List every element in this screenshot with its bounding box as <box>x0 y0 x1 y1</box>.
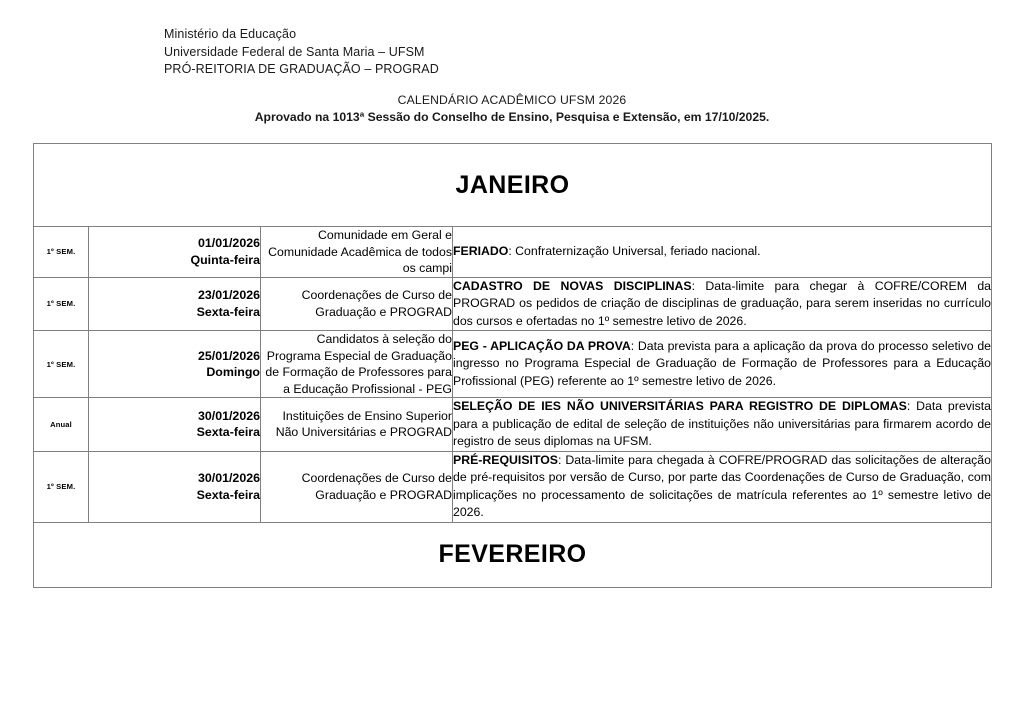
audience-cell: Comunidade em Geral e Comunidade Acadêmica de todos os campi <box>261 227 453 278</box>
semester-cell: 1º SEM. <box>34 331 89 398</box>
semester-cell: Anual <box>34 398 89 452</box>
semester-cell: 1º SEM. <box>34 277 89 331</box>
letterhead-university: Universidade Federal de Santa Maria – UFSM <box>164 44 425 59</box>
audience-cell: Coordenações de Curso de Graduação e PROGRAD <box>261 277 453 331</box>
weekday-value: Quinta-feira <box>190 252 260 267</box>
table-row <box>34 451 992 522</box>
description-cell <box>453 398 992 452</box>
page-title: CALENDÁRIO ACADÊMICO UFSM 2026 <box>397 93 627 107</box>
table-row <box>34 277 992 331</box>
calendar-table-wrapper <box>33 143 991 588</box>
weekday-value: Sexta-feira <box>196 487 260 502</box>
date-cell <box>89 277 261 331</box>
month-header-row-february <box>34 522 992 587</box>
letterhead-prograd: PRÓ-REITORIA DE GRADUAÇÃO – PROGRAD <box>164 62 439 76</box>
description-cell <box>453 451 992 522</box>
document-title-block <box>0 92 1024 126</box>
month-header-february: FEVEREIRO <box>34 522 992 587</box>
semester-cell: 1º SEM. <box>34 227 89 278</box>
month-header-row-january <box>34 144 992 227</box>
table-row <box>34 398 992 452</box>
month-header-january: JANEIRO <box>34 144 992 227</box>
date-cell <box>89 398 261 452</box>
description-text: : Data prevista para a aplicação da prova do processo seletivo de ingresso no Programa Especial de Graduação de Formação de Professores para a Educação Profissional (PEG) referente ao 1º semestre letivo de 2026. <box>453 338 991 388</box>
date-cell <box>89 451 261 522</box>
audience-cell: Instituições de Ensino Superior Não Universitárias e PROGRAD <box>261 398 453 452</box>
calendar-table-body <box>34 144 992 588</box>
table-row <box>34 331 992 398</box>
weekday-value: Domingo <box>206 365 260 379</box>
description-lead: SELEÇÃO DE IES NÃO UNIVERSITÁRIAS PARA REGISTRO DE DIPLOMAS <box>453 399 907 413</box>
audience-cell: Coordenações de Curso de Graduação e PROGRAD <box>261 451 453 522</box>
semester-cell: 1º SEM. <box>34 451 89 522</box>
description-text: : Data-limite para chegada à COFRE/PROGRAD das solicitações de alteração de pré-requisitos por versão de Curso, por parte das Coordenações de Curso de Graduação, com implicações no processamento de solicitações de matrícula referentes ao 1º semestre letivo de 2026. <box>453 452 991 519</box>
date-value: 30/01/2026 <box>197 408 260 423</box>
date-value: 23/01/2026 <box>197 288 260 303</box>
weekday-value: Sexta-feira <box>196 425 260 440</box>
description-lead: PEG - APLICAÇÃO DA PROVA <box>453 338 631 353</box>
letterhead <box>164 26 439 79</box>
description-cell <box>453 277 992 331</box>
table-row <box>34 227 992 278</box>
date-cell <box>89 331 261 398</box>
description-lead: CADASTRO DE NOVAS DISCIPLINAS <box>453 278 692 293</box>
audience-cell: Candidatos à seleção do Programa Especial de Graduação de Formação de Professores para a Educação Profissional - PEG <box>261 331 453 398</box>
date-value: 01/01/2026 <box>197 236 260 251</box>
date-value: 25/01/2026 <box>197 348 260 363</box>
description-cell <box>453 227 992 278</box>
description-lead: PRÉ-REQUISITOS <box>453 452 558 467</box>
weekday-value: Sexta-feira <box>196 304 260 319</box>
description-cell <box>453 331 992 398</box>
letterhead-ministry: Ministério da Educação <box>164 27 297 41</box>
approval-note: Aprovado na 1013ª Sessão do Conselho de Ensino, Pesquisa e Extensão, em 17/10/2025. <box>254 110 770 124</box>
date-cell <box>89 227 261 278</box>
description-text: : Data prevista para a publicação de edital de seleção de instituições não universitárias para firmarem acordo de registro de seus diplomas na UFSM. <box>453 399 991 448</box>
calendar-table <box>33 143 992 588</box>
date-value: 30/01/2026 <box>197 471 260 485</box>
description-text: : Data-limite para chegar à COFRE/COREM da PROGRAD os pedidos de criação de disciplinas de graduação, para serem inseridas no currículo dos cursos e ofertadas no 1º semestre letivo de 2026. <box>453 278 992 328</box>
description-lead: FERIADO <box>453 244 509 258</box>
description-text: : Confraternização Universal, feriado nacional. <box>508 244 761 258</box>
